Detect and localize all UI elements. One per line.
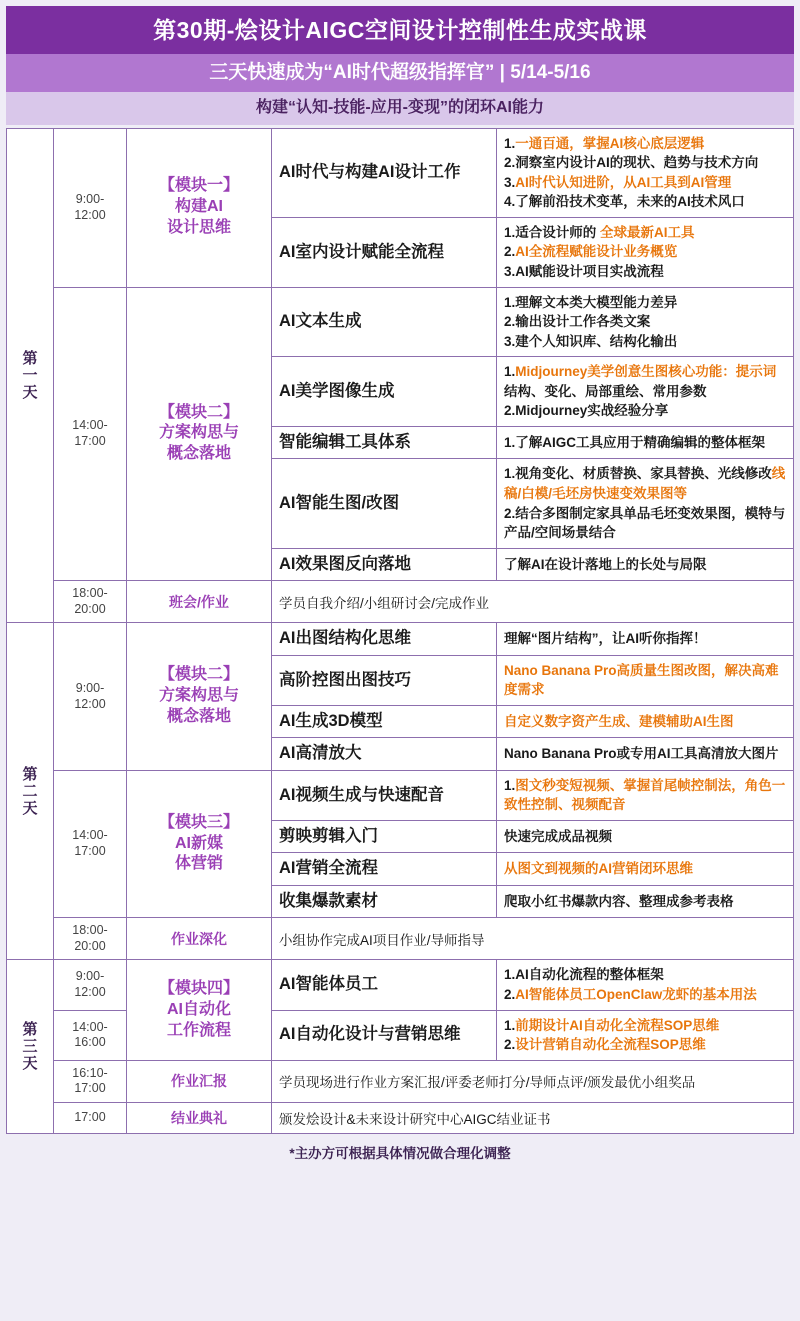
detail-line [504, 661, 786, 700]
detail-segment: 建个人知识库、结构化输出 [515, 333, 678, 349]
topic-cell: AI智能体员工 [272, 960, 497, 1010]
topic-cell: AI效果图反向落地 [272, 548, 497, 580]
module-label: 【模块四】 AI自动化 工作流程 [127, 960, 272, 1060]
detail-cell [497, 885, 794, 917]
topic-cell: AI智能生图/改图 [272, 459, 497, 548]
time-cell: 14:00- 17:00 [54, 287, 127, 581]
detail-segment: 理解“图片结构”，让AI听你指挥！ [504, 631, 707, 647]
detail-cell [497, 655, 794, 705]
table-row-extra [7, 581, 794, 623]
detail-segment: 自定义数字资产生成、建模辅助AI生图 [504, 713, 734, 729]
detail-line-number: 1. [504, 135, 516, 151]
detail-line [504, 312, 786, 332]
detail-line-number: 2. [504, 1037, 516, 1053]
table-row-extra [7, 1060, 794, 1102]
detail-line-number: 1. [504, 1017, 516, 1033]
detail-line-number: 3. [504, 264, 516, 280]
topic-cell: 智能编辑工具体系 [272, 426, 497, 458]
detail-cell [497, 357, 794, 427]
detail-cell [497, 853, 794, 885]
footnote: *主办方可根据具体情况做合理化调整 [289, 1145, 511, 1161]
detail-line-number: 1. [504, 224, 516, 240]
detail-line [504, 223, 786, 243]
detail-line [504, 293, 786, 313]
detail-segment: 结合多图制定家具单品毛坯变效果图 [515, 505, 732, 521]
detail-cell [497, 705, 794, 737]
time-cell: 14:00- 17:00 [54, 770, 127, 917]
table-row-extra [7, 918, 794, 960]
topic-cell: 收集爆款素材 [272, 885, 497, 917]
topic-cell: 高阶控图出图技巧 [272, 655, 497, 705]
detail-line [504, 1016, 786, 1036]
detail-line [504, 776, 786, 815]
detail-line-number: 2. [504, 244, 516, 260]
topic-cell: AI时代与构建AI设计工作 [272, 128, 497, 217]
topic-cell: AI营销全流程 [272, 853, 497, 885]
detail-segment: 洞察室内设计AI的现状、趋势与技术方向 [515, 155, 759, 171]
detail-cell [497, 287, 794, 357]
day-label: 第 三 天 [7, 960, 54, 1134]
detail-line [504, 173, 786, 193]
detail-cell [497, 770, 794, 820]
extra-text: 学员现场进行作业方案汇报/评委老师打分/导师点评/颁发最优小组奖品 [272, 1060, 794, 1102]
detail-line-number: 2. [504, 505, 516, 521]
detail-segment: 设计营销自动化全流程SOP思维 [515, 1037, 706, 1053]
detail-segment: ，模特与产品/空间场景结合 [504, 505, 786, 541]
detail-line-number: 1. [504, 434, 516, 450]
detail-cell [497, 738, 794, 770]
detail-line [504, 192, 786, 212]
detail-cell [497, 217, 794, 287]
detail-line [504, 555, 786, 575]
detail-segment: 视角变化、材质替换、家具替换、光线修改 [515, 466, 772, 482]
page-subtitle: 三天快速成为“AI时代超级指挥官” | 5/14-5/16 [6, 54, 794, 92]
detail-line-number: 2. [504, 403, 516, 419]
detail-line-number: 1. [504, 364, 516, 380]
topic-cell: AI生成3D模型 [272, 705, 497, 737]
detail-line [504, 892, 786, 912]
time-cell: 9:00- 12:00 [54, 128, 127, 287]
detail-line [504, 712, 786, 732]
extra-label: 作业深化 [127, 918, 272, 960]
detail-cell [497, 128, 794, 217]
time-cell: 9:00- 12:00 [54, 960, 127, 1010]
table-row [7, 960, 794, 1010]
detail-segment: 一通百通，掌握AI核心底层逻辑 [515, 135, 705, 151]
time-cell: 9:00- 12:00 [54, 623, 127, 770]
extra-label: 结业典礼 [127, 1102, 272, 1133]
table-row [7, 1010, 794, 1060]
detail-segment: AI自动化流程的整体框架 [515, 967, 664, 983]
detail-line [504, 401, 786, 421]
detail-segment: Midjourney美学创意生图核心功能：提示词 [515, 364, 777, 380]
day-label: 第 一 天 [7, 128, 54, 623]
detail-line-number: 2. [504, 987, 516, 1003]
detail-line [504, 744, 786, 764]
module-label: 【模块二】 方案构思与 概念落地 [127, 623, 272, 770]
detail-line [504, 262, 786, 282]
detail-line-number: 1. [504, 967, 516, 983]
schedule-table [6, 128, 794, 1134]
table-row-extra [7, 1102, 794, 1133]
detail-cell [497, 960, 794, 1010]
detail-line-number: 4. [504, 194, 516, 210]
detail-cell [497, 426, 794, 458]
detail-segment: 爬取小红书爆款内容、整理成参考表格 [504, 893, 734, 909]
topic-cell: AI美学图像生成 [272, 357, 497, 427]
detail-line-number: 2. [504, 155, 516, 171]
detail-line [504, 1035, 786, 1055]
detail-line [504, 629, 786, 649]
extra-label: 班会/作业 [127, 581, 272, 623]
detail-line [504, 362, 786, 401]
extra-text: 学员自我介绍/小组研讨会/完成作业 [272, 581, 794, 623]
detail-segment: 从图文到视频的AI营销闭环思维 [504, 861, 693, 877]
detail-segment: 了解AI在设计落地上的长处与局限 [504, 556, 707, 572]
extra-text: 颁发烩设计&未来设计研究中心AIGC结业证书 [272, 1102, 794, 1133]
detail-line [504, 827, 786, 847]
detail-segment: AI时代认知进阶，从AI工具到AI管理 [515, 174, 732, 190]
time-cell: 16:10- 17:00 [54, 1060, 127, 1102]
detail-segment: 结构、变化、局部重绘、常用参数 [504, 383, 707, 399]
detail-segment: 了解AIGC工具应用于精确编辑的整体框架 [515, 434, 766, 450]
detail-line [504, 433, 786, 453]
detail-segment: 图文秒变短视频、掌握首尾帧控制法，角色一致性控制、视频配音 [504, 777, 786, 813]
detail-line [504, 985, 786, 1005]
detail-segment: 理解文本类大模型能力差异 [515, 294, 678, 310]
table-row [7, 287, 794, 357]
detail-line [504, 504, 786, 543]
detail-segment: 全球最新AI工具 [600, 224, 695, 240]
detail-segment: 线稿/白模/毛坯房快速变效果图等 [504, 466, 786, 501]
time-cell: 18:00- 20:00 [54, 581, 127, 623]
detail-cell [497, 820, 794, 852]
detail-segment: AI智能体员工OpenClaw龙虾的基本用法 [515, 987, 757, 1003]
topic-cell: AI自动化设计与营销思维 [272, 1010, 497, 1060]
detail-segment: 快速完成成品视频 [504, 828, 612, 844]
topic-cell: AI出图结构化思维 [272, 623, 497, 655]
topic-cell: AI视频生成与快速配音 [272, 770, 497, 820]
module-label: 【模块一】 构建AI 设计思维 [127, 128, 272, 287]
detail-segment: 了解前沿技术变革，未来的AI技术风口 [515, 194, 745, 210]
page-tagline: 构建“认知-技能-应用-变现”的闭环AI能力 [6, 92, 794, 124]
topic-cell: AI文本生成 [272, 287, 497, 357]
detail-cell [497, 1010, 794, 1060]
table-row [7, 623, 794, 655]
detail-line-number: 1. [504, 777, 516, 793]
detail-segment: Nano Banana Pro高质量生图改图，解决高难度需求 [504, 662, 779, 698]
module-label: 【模块二】 方案构思与 概念落地 [127, 287, 272, 581]
topic-cell: 剪映剪辑入门 [272, 820, 497, 852]
detail-cell [497, 548, 794, 580]
detail-cell [497, 459, 794, 548]
detail-line [504, 153, 786, 173]
table-row [7, 128, 794, 217]
detail-segment: 适合设计师的 [515, 224, 601, 240]
detail-line-number: 1. [504, 294, 516, 310]
detail-segment: Nano Banana Pro或专用AI工具高清放大图片 [504, 746, 779, 762]
detail-segment: 输出设计工作各类文案 [515, 314, 651, 330]
detail-line-number: 3. [504, 333, 516, 349]
detail-line [504, 965, 786, 985]
extra-text: 小组协作完成AI项目作业/导师指导 [272, 918, 794, 960]
detail-line [504, 242, 786, 262]
detail-segment: AI全流程赋能设计业务概览 [515, 244, 678, 260]
detail-segment: AI赋能设计项目实战流程 [515, 264, 664, 280]
detail-cell [497, 623, 794, 655]
detail-line [504, 464, 786, 503]
detail-line-number: 3. [504, 174, 516, 190]
time-cell: 18:00- 20:00 [54, 918, 127, 960]
detail-line [504, 859, 786, 879]
detail-line [504, 332, 786, 352]
time-cell: 14:00- 16:00 [54, 1010, 127, 1060]
page-title: 第30期-烩设计AIGC空间设计控制性生成实战课 [6, 6, 794, 54]
module-label: 【模块三】 AI新媒 体营销 [127, 770, 272, 917]
time-cell: 17:00 [54, 1102, 127, 1133]
detail-line [504, 134, 786, 154]
detail-line-number: 2. [504, 314, 516, 330]
detail-segment: Midjourney实战经验分享 [515, 403, 669, 419]
topic-cell: AI室内设计赋能全流程 [272, 217, 497, 287]
day-label: 第 二 天 [7, 623, 54, 960]
topic-cell: AI高清放大 [272, 738, 497, 770]
extra-label: 作业汇报 [127, 1060, 272, 1102]
table-row [7, 770, 794, 820]
detail-line-number: 1. [504, 466, 516, 482]
detail-segment: 前期设计AI自动化全流程SOP思维 [515, 1017, 720, 1033]
